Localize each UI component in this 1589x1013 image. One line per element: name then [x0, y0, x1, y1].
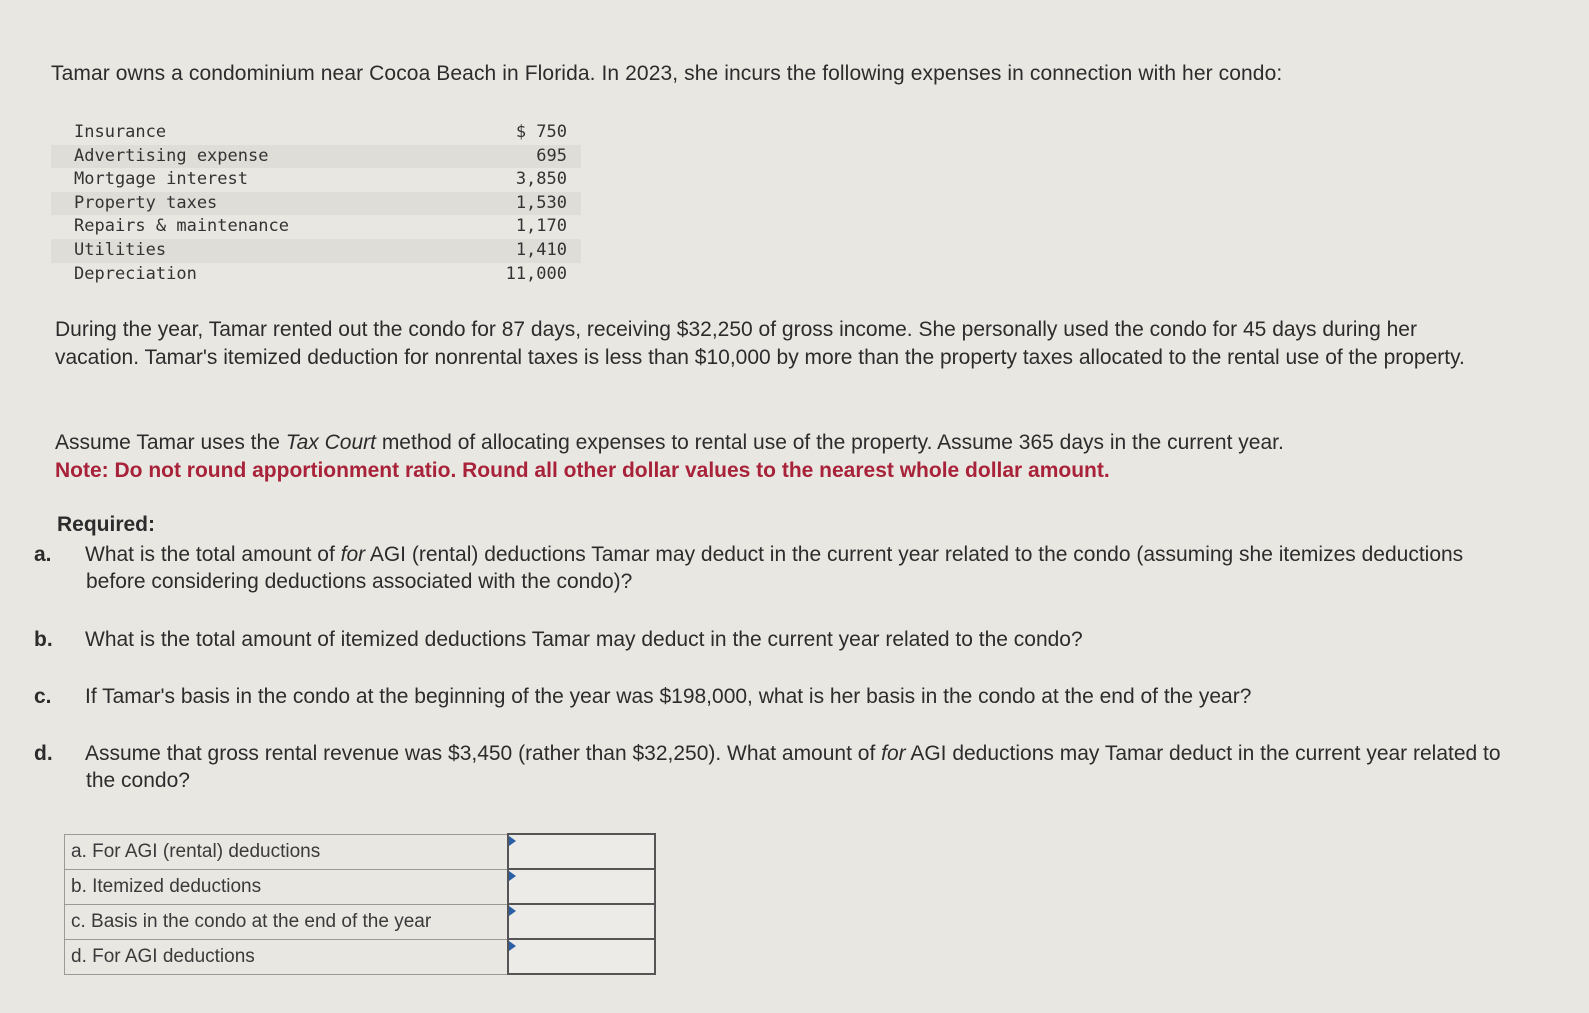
question-c	[34, 683, 1506, 710]
input-marker-icon	[509, 836, 516, 846]
answer-label: a. For AGI (rental) deductions	[65, 834, 509, 869]
answer-label: b. Itemized deductions	[65, 869, 509, 904]
rounding-note: Note: Do not round apportionment ratio. Round all other dollar values to the nearest whole dollar amount.	[55, 458, 1110, 482]
question-d	[34, 740, 1506, 794]
question-text-before: What is the total amount of	[85, 543, 341, 566]
basis-end-of-year-input[interactable]	[509, 906, 654, 937]
expense-amount: 1,530	[515, 192, 567, 213]
answer-row	[65, 904, 656, 939]
expense-amount: 1,170	[515, 216, 567, 237]
answer-row	[65, 869, 656, 904]
expense-label: Repairs & maintenance	[74, 216, 289, 237]
expense-label: Depreciation	[74, 263, 197, 284]
question-letter: b.	[34, 628, 53, 651]
answer-label: c. Basis in the condo at the end of the year	[65, 904, 509, 939]
expense-amount: $ 750	[515, 122, 567, 142]
question-text: What is the total amount of itemized deductions Tamar may deduct in the current year related to the condo?	[85, 628, 1083, 651]
answer-cell[interactable]	[508, 904, 655, 939]
answer-cell[interactable]	[508, 834, 655, 869]
expense-label: Insurance	[74, 122, 167, 142]
question-text-after: AGI deductions may Tamar deduct in the current year related to the condo?	[86, 742, 1501, 792]
itemized-deductions-input[interactable]	[509, 871, 654, 902]
for-agi-deductions-input[interactable]	[509, 941, 654, 972]
question-letter: d.	[34, 742, 53, 765]
intro-text: Tamar owns a condominium near Cocoa Beach in Florida. In 2023, she incurs the following expenses in connection with her condo:	[51, 62, 1283, 85]
expense-amount: 11,000	[505, 263, 567, 284]
assumption-text-after: method of allocating expenses to rental use of the property. Assume 365 days in the current year.	[375, 431, 1284, 454]
question-letter: a.	[34, 543, 52, 566]
answer-cell[interactable]	[508, 869, 655, 904]
assumptions-paragraph	[55, 429, 1475, 484]
answer-label: d. For AGI deductions	[65, 939, 509, 974]
question-italic: for	[340, 543, 366, 566]
expense-amount: 1,410	[515, 239, 567, 260]
expense-label: Mortgage interest	[74, 169, 248, 190]
question-text-before: Assume that gross rental revenue was $3,450 (rather than $32,250). What amount of	[85, 742, 882, 765]
assumption-text-before: Assume Tamar uses the	[55, 431, 286, 454]
expense-row	[51, 263, 581, 287]
question-letter: c.	[34, 685, 52, 708]
expense-row	[51, 192, 581, 216]
expense-row	[51, 215, 581, 239]
answer-row	[65, 834, 656, 869]
assumption-method-name: Tax Court	[285, 431, 376, 454]
input-marker-icon	[509, 906, 516, 916]
for-agi-rental-deductions-input[interactable]	[509, 836, 654, 867]
input-marker-icon	[509, 871, 516, 881]
expense-label: Property taxes	[74, 192, 218, 213]
answer-cell[interactable]	[508, 939, 655, 974]
answer-row	[65, 939, 656, 974]
answer-table	[64, 833, 656, 975]
expense-row	[51, 145, 581, 169]
expense-row	[51, 168, 581, 192]
question-b	[34, 626, 1506, 653]
expense-row	[51, 121, 581, 145]
question-italic: for	[881, 742, 906, 765]
question-text: If Tamar's basis in the condo at the beginning of the year was $198,000, what is her basis in the condo at the end of the year?	[85, 685, 1252, 708]
question-text-after: AGI (rental) deductions Tamar may deduct in the current year related to the condo (assuming she itemizes deductions before considering deductions associated with the condo)?	[86, 543, 1464, 593]
expense-row	[51, 239, 581, 263]
expense-label: Utilities	[74, 239, 167, 260]
question-a	[34, 541, 1506, 595]
expense-label: Advertising expense	[74, 145, 269, 166]
rental-facts-paragraph: During the year, Tamar rented out the condo for 87 days, receiving $32,250 of gross income. She personally used the condo for 45 days during her vacation. Tamar's itemized deduction for nonrental taxes is less than $10,000 by more than the property taxes allocated to the rental use of the property.	[55, 318, 1465, 369]
input-marker-icon	[509, 941, 516, 951]
expense-table	[51, 121, 581, 286]
expense-amount: 695	[536, 145, 567, 166]
required-heading: Required:	[57, 513, 156, 536]
expense-amount: 3,850	[515, 169, 567, 190]
